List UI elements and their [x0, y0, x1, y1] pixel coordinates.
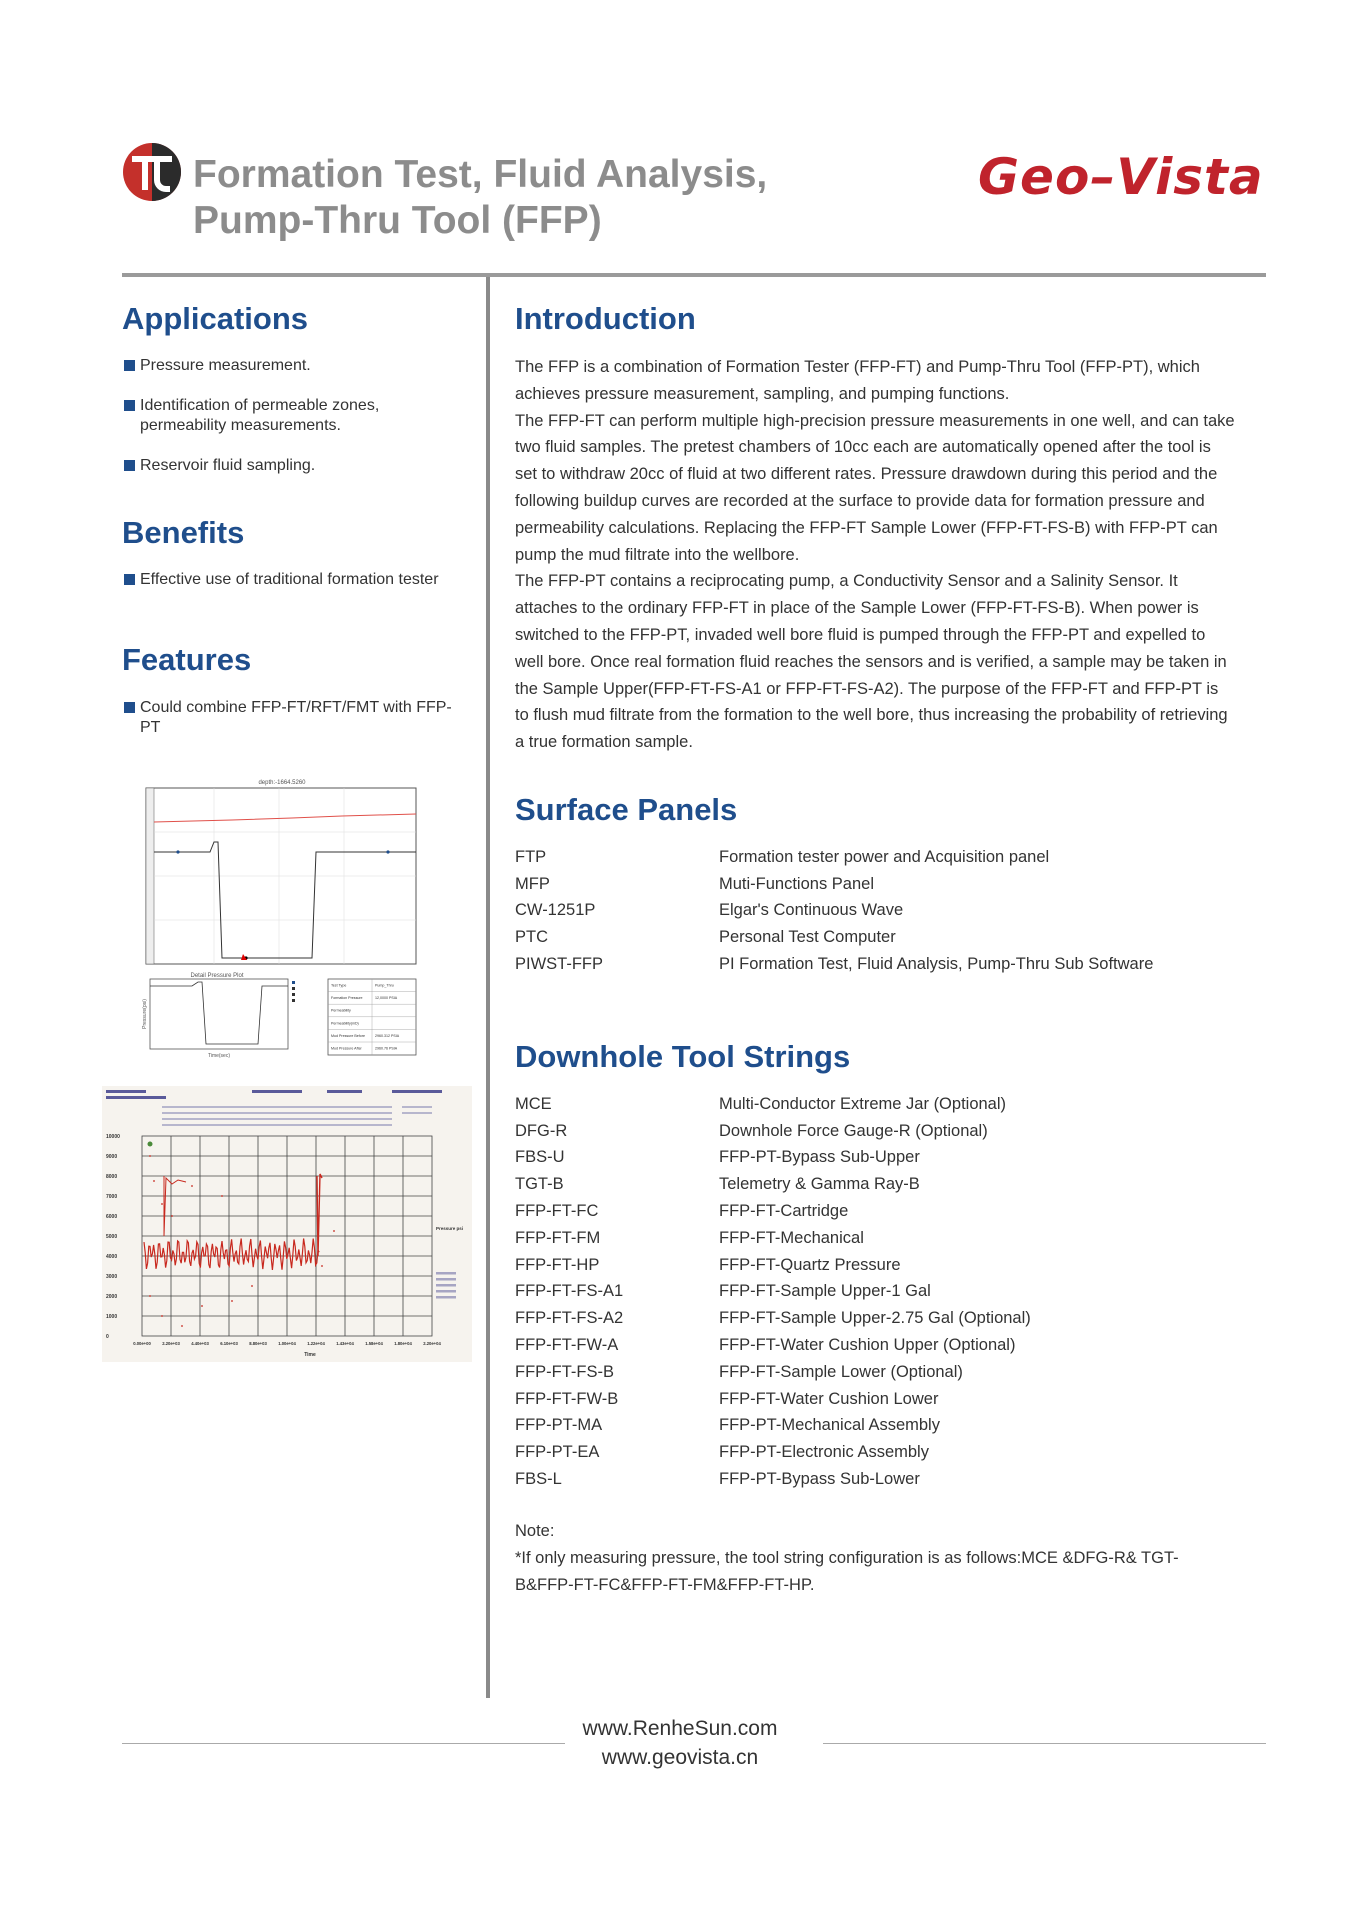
- info-value: 2960.76 PSIA: [375, 1046, 398, 1051]
- y-tick-label: 2000: [106, 1294, 118, 1300]
- downhole-tools-table: [515, 1091, 1031, 1493]
- row-code: MCE: [515, 1094, 552, 1113]
- info-value: 12,0000 PSIA: [375, 996, 398, 1001]
- row-description: FFP-PT-Electronic Assembly: [719, 1443, 929, 1462]
- list-item: Reservoir fluid sampling.: [122, 456, 452, 476]
- row-code: FBS-U: [515, 1148, 565, 1167]
- row-description: FFP-FT-Cartridge: [719, 1202, 849, 1221]
- table-row: [515, 1305, 1031, 1332]
- x-tick-label: 4.40e+03: [191, 1341, 209, 1346]
- history-right-label: Pressure psi: [436, 1226, 464, 1231]
- row-code: FBS-L: [515, 1470, 562, 1489]
- info-label: Mud Pressure Before: [331, 1033, 365, 1038]
- info-label: Permeability: [331, 1008, 351, 1013]
- table-row: [515, 1413, 1031, 1440]
- table-row: [515, 951, 1153, 978]
- y-tick-label: 10000: [106, 1134, 120, 1140]
- row-code: FFP-PT-EA: [515, 1443, 600, 1462]
- column-divider: [486, 277, 490, 1698]
- downhole-tools-heading: Downhole Tool Strings: [515, 1039, 851, 1074]
- list-item: Pressure measurement.: [122, 356, 452, 376]
- info-label: Mud Pressure After: [331, 1046, 362, 1051]
- detail-ylabel: Pressure(psi): [142, 999, 148, 1029]
- row-code: MFP: [515, 874, 550, 893]
- intro-paragraph: The FFP-FT can perform multiple high-precision pressure measurements in one well, and can take two fluid samples. The pretest chambers of 10cc each are automatically opened after the tool is set to withdraw 20cc of fluid at two different rates. Pressure drawdown during this period and the following buildup curves are recorded at the surface to provide data for formation pressure and permeability calculations. Replacing the FFP-FT Sample Lower (FFP-FT-FS-B) with FFP-PT can pump the mud filtrate into the wellbore.: [515, 411, 1235, 564]
- features-list: [122, 698, 452, 758]
- intro-paragraph: The FFP-PT contains a reciprocating pump, a Conductivity Sensor and a Salinity Sensor. It attaches to the ordinary FFP-FT in place of the Sample Lower (FFP-FT-FS-B). When power is switched to the FFP-PT, invaded well bore fluid is pumped through the FFP-PT and expelled to well bore. Once real formation fluid reaches the sensors and is verified, a sample may be taken in the Sample Upper(FFP-FT-FS-A1 or FFP-FT-FS-A2). The purpose of the FFP-FT and FFP-PT is to flush mud filtrate from the formation to the well bore, thus increasing the probability of retrieving a true formation sample.: [515, 572, 1228, 752]
- row-description: FFP-FT-Mechanical: [719, 1228, 864, 1247]
- table-row: [515, 1198, 1031, 1225]
- y-tick-label: 4000: [106, 1254, 118, 1260]
- info-value: Pump_Thru: [375, 983, 394, 988]
- intro-paragraph: The FFP is a combination of Formation Tester (FFP-FT) and Pump-Thru Tool (FFP-PT), which achieves pressure measurement, sampling, and pumping functions.: [515, 358, 1200, 403]
- applications-heading: Applications: [122, 301, 309, 336]
- surface-panels-table: [515, 844, 1153, 978]
- benefits-heading: Benefits: [122, 515, 245, 550]
- table-row: [515, 924, 1153, 951]
- table-row: [515, 1466, 1031, 1493]
- title-line-2: Pump-Thru Tool (FFP): [193, 199, 602, 242]
- x-tick-label: 2.20e+03: [162, 1341, 180, 1346]
- table-row: [515, 844, 1153, 871]
- x-tick-label: 0.00e+00: [133, 1341, 151, 1346]
- row-description: Muti-Functions Panel: [719, 874, 874, 893]
- x-tick-label: 1.43e+04: [336, 1341, 354, 1346]
- row-description: FFP-FT-Sample Upper-1 Gal: [719, 1282, 931, 1301]
- row-code: TGT-B: [515, 1175, 564, 1194]
- footer-rule-right: [823, 1743, 1266, 1744]
- x-tick-label: 1.00e+04: [278, 1341, 296, 1346]
- table-row: [515, 1332, 1031, 1359]
- x-tick-label: 1.80e+04: [394, 1341, 412, 1346]
- row-description: FFP-PT-Bypass Sub-Lower: [719, 1470, 920, 1489]
- row-description: Elgar's Continuous Wave: [719, 901, 904, 920]
- history-xlabel: Time: [304, 1352, 316, 1358]
- introduction-text: [515, 354, 1235, 756]
- row-description: FFP-FT-Water Cushion Upper (Optional): [719, 1336, 1016, 1355]
- row-description: Downhole Force Gauge-R (Optional): [719, 1121, 988, 1140]
- introduction-heading: Introduction: [515, 301, 696, 336]
- row-description: FFP-FT-Sample Upper-2.75 Gal (Optional): [719, 1309, 1031, 1328]
- surface-panels-heading: Surface Panels: [515, 792, 738, 827]
- x-tick-label: 8.80e+03: [249, 1341, 267, 1346]
- y-tick-label: 5000: [106, 1234, 118, 1240]
- brand-logo: Geo–Vista: [978, 148, 1264, 206]
- table-row: [515, 1171, 1031, 1198]
- y-tick-label: 3000: [106, 1274, 118, 1280]
- history-plot: [102, 1086, 472, 1362]
- row-description: PI Formation Test, Fluid Analysis, Pump-Thru Sub Software: [719, 955, 1154, 974]
- row-code: FFP-FT-HP: [515, 1255, 600, 1274]
- x-tick-label: 1.58e+04: [365, 1341, 383, 1346]
- y-tick-label: 7000: [106, 1194, 118, 1200]
- info-label: Test Type: [331, 983, 347, 988]
- row-code: FFP-FT-FC: [515, 1202, 599, 1221]
- detail-plot-title: Detail Pressure Plot: [190, 973, 244, 979]
- row-code: FFP-FT-FM: [515, 1228, 601, 1247]
- header-divider: [122, 273, 1266, 277]
- x-tick-label: 1.22e+04: [307, 1341, 325, 1346]
- row-code: PIWST-FFP: [515, 955, 603, 974]
- applications-list: [122, 356, 452, 496]
- page-title: [193, 152, 767, 244]
- row-code: CW-1251P: [515, 901, 596, 920]
- info-label: Formation Pressure: [331, 996, 363, 1001]
- title-line-1: Formation Test, Fluid Analysis,: [193, 153, 768, 196]
- list-item: Could combine FFP-FT/RFT/FMT with FFP-PT: [122, 698, 452, 738]
- note-text: *If only measuring pressure, the tool string configuration is as follows:MCE &DFG-R& TGT-B&FFP-FT-FC&FFP-FT-FM&FFP-FT-HP.: [515, 1548, 1179, 1594]
- table-row: [515, 1279, 1031, 1306]
- row-code: FTP: [515, 847, 547, 866]
- row-code: FFP-FT-FS-A2: [515, 1309, 624, 1328]
- row-code: PTC: [515, 928, 548, 947]
- detail-xlabel: Time(sec): [207, 1053, 231, 1058]
- table-row: [515, 1359, 1031, 1386]
- y-tick-label: 0: [106, 1334, 109, 1340]
- row-description: FFP-FT-Sample Lower (Optional): [719, 1362, 963, 1381]
- row-description: FFP-FT-Water Cushion Lower: [719, 1389, 939, 1408]
- row-description: FFP-FT-Quartz Pressure: [719, 1255, 901, 1274]
- table-row: [515, 1145, 1031, 1172]
- features-heading: Features: [122, 642, 252, 677]
- y-tick-label: 6000: [106, 1214, 118, 1220]
- table-row: [515, 1091, 1031, 1118]
- row-code: FFP-PT-MA: [515, 1416, 603, 1435]
- row-description: Formation tester power and Acquisition panel: [719, 847, 1050, 866]
- table-row: [515, 1439, 1031, 1466]
- x-tick-label: 6.10e+03: [220, 1341, 238, 1346]
- row-description: FFP-PT-Mechanical Assembly: [719, 1416, 940, 1435]
- list-item: Effective use of traditional formation tester: [122, 570, 452, 590]
- table-row: [515, 898, 1153, 925]
- y-tick-label: 8000: [106, 1174, 118, 1180]
- footer-link-geovista[interactable]: www.geovista.cn: [601, 1746, 759, 1769]
- note: [515, 1518, 1235, 1598]
- row-code: FFP-FT-FS-B: [515, 1362, 614, 1381]
- info-label: Permeability(mD): [331, 1021, 359, 1026]
- row-code: DFG-R: [515, 1121, 568, 1140]
- y-tick-label: 9000: [106, 1154, 118, 1160]
- benefits-list: [122, 570, 452, 610]
- list-item: Identification of permeable zones, permeability measurements.: [122, 396, 452, 436]
- company-logo-icon: [122, 142, 182, 202]
- table-row: [515, 1118, 1031, 1145]
- info-value: 2960.312 PSIA: [375, 1033, 400, 1038]
- table-row: [515, 1225, 1031, 1252]
- x-tick-label: 2.20e+04: [423, 1341, 441, 1346]
- y-tick-label: 1000: [106, 1314, 118, 1320]
- row-code: FFP-FT-FW-A: [515, 1336, 619, 1355]
- row-description: Personal Test Computer: [719, 928, 896, 947]
- note-label: Note:: [515, 1522, 555, 1540]
- table-row: [515, 1386, 1031, 1413]
- row-description: Multi-Conductor Extreme Jar (Optional): [719, 1094, 1007, 1113]
- footer: [480, 1714, 880, 1772]
- plot-title: depth:-1664.5260: [258, 780, 306, 786]
- table-row: [515, 871, 1153, 898]
- row-code: FFP-FT-FS-A1: [515, 1282, 624, 1301]
- row-code: FFP-FT-FW-B: [515, 1389, 619, 1408]
- footer-link-renhesun[interactable]: www.RenheSun.com: [582, 1717, 778, 1740]
- row-description: FFP-PT-Bypass Sub-Upper: [719, 1148, 920, 1167]
- pressure-test-plot: [142, 776, 420, 1058]
- table-row: [515, 1252, 1031, 1279]
- row-description: Telemetry & Gamma Ray-B: [719, 1175, 920, 1194]
